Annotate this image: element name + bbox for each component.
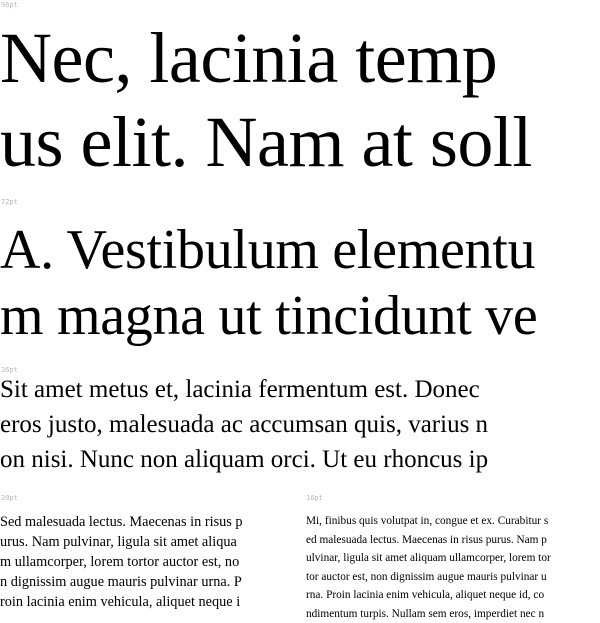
- size-label-36pt: 36pt: [1, 366, 18, 374]
- sample-line: rna. Proin lacinia enim vehicula, aliquet neque id, co: [306, 589, 545, 601]
- text-sample-72pt: [0, 217, 600, 349]
- sample-line: n dignissim augue mauris pulvinar urna. P: [0, 574, 242, 590]
- sample-line: on nisi. Nunc non aliquam orci. Ut eu rhoncus ip: [0, 446, 489, 473]
- text-sample-20pt: [0, 512, 293, 612]
- sample-line: ulvinar, ligula sit amet aliquam ullamcorper, lorem tor: [306, 552, 551, 564]
- size-label-20pt: 20pt: [1, 494, 18, 502]
- sample-line: ndimentum turpis. Nullam sem eros, imperdiet nec n: [306, 607, 545, 620]
- sample-line: Nec, lacinia temp: [0, 18, 498, 98]
- text-sample-36pt: [0, 372, 600, 477]
- size-label-16pt: 16pt: [306, 494, 323, 502]
- size-label-72pt: 72pt: [1, 198, 18, 206]
- text-sample-96pt: [0, 16, 600, 184]
- size-label-96pt: 96pt: [1, 1, 18, 9]
- sample-line: ed malesuada lectus. Maecenas in risus purus. Nam p: [306, 533, 547, 546]
- sample-line: Sed malesuada lectus. Maecenas in risus p: [0, 514, 243, 530]
- sample-line: eros justo, malesuada ac accumsan quis, varius n: [0, 411, 489, 438]
- sample-line: m magna ut tincidunt ve: [0, 285, 538, 347]
- sample-line: roin lacinia enim vehicula, aliquet neque i: [0, 594, 241, 610]
- sample-line: urus. Nam pulvinar, ligula sit amet aliqua: [0, 534, 237, 550]
- sample-line: A. Vestibulum elementu: [0, 219, 536, 281]
- sample-line: Mi, finibus quis volutpat in, congue et ex. Curabitur s: [306, 515, 549, 527]
- sample-line: m ullamcorper, lorem tortor auctor est, no: [0, 554, 240, 570]
- text-sample-16pt: [306, 512, 600, 623]
- sample-line: us elit. Nam at soll: [0, 102, 532, 182]
- sample-line: tor auctor est, non dignissim augue mauris pulvinar u: [306, 570, 547, 583]
- sample-line: Sit amet metus et, lacinia fermentum est. Donec: [0, 376, 480, 403]
